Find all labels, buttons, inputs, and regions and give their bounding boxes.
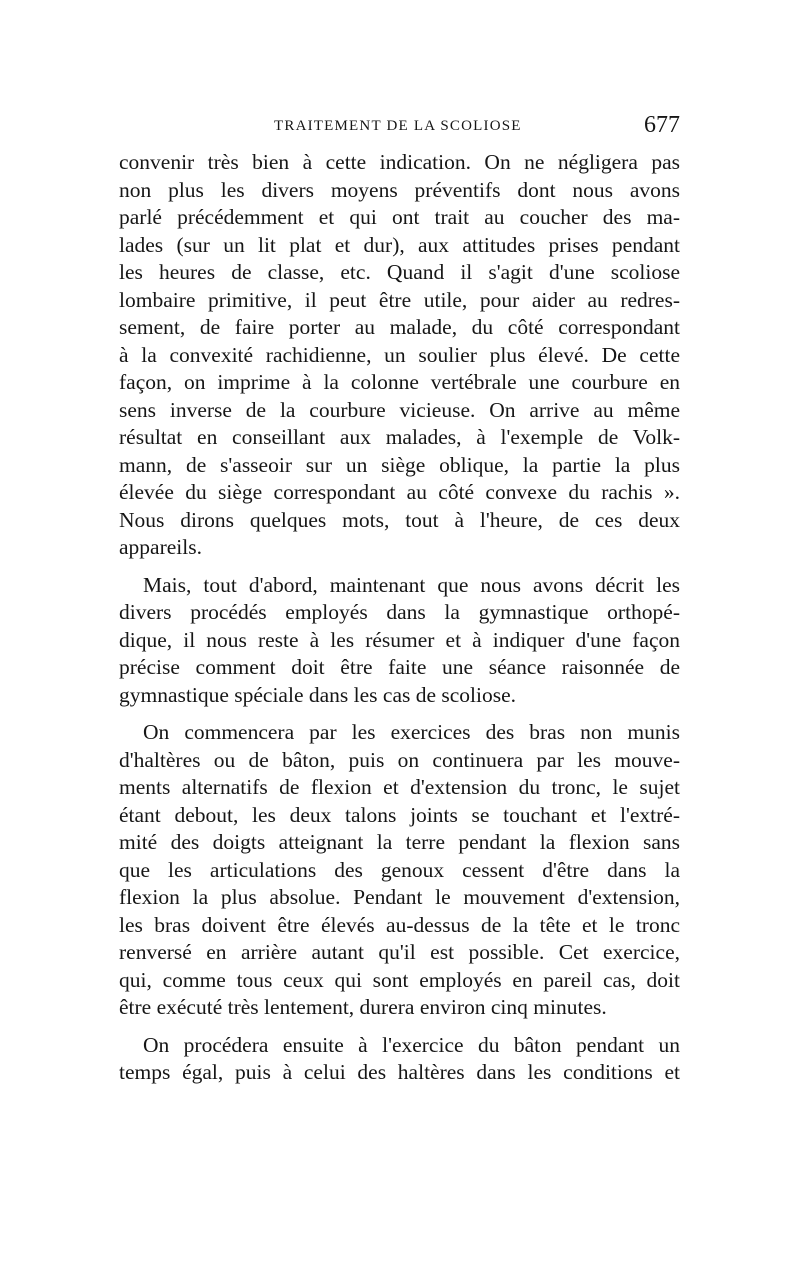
text-line: Nous dirons quelques mots, tout à l'heure, de ces deux (119, 507, 680, 532)
text-line: ments alternatifs de flexion et d'extension du tronc, le sujet (119, 775, 680, 799)
body-text (119, 149, 680, 1087)
text-line: les heures de classe, etc. Quand il s'agit d'une scoliose (119, 260, 680, 284)
text-line: élevée du siège correspondant au côté convexe du rachis ». (119, 480, 680, 504)
text-line: non plus les divers moyens préventifs dont nous avons (119, 177, 680, 202)
running-title: TRAITEMENT DE LA SCOLIOSE (274, 118, 522, 134)
text-line: appareils. (119, 535, 202, 559)
paragraph-4 (119, 1032, 680, 1087)
text-line: mann, de s'asseoir sur un siège oblique, la partie la plus (119, 452, 680, 477)
text-line: être exécuté très lentement, durera environ cinq minutes. (119, 995, 607, 1019)
paragraph-3 (119, 719, 680, 1022)
paragraph-1 (119, 149, 680, 562)
text-line: parlé précédemment et qui ont trait au coucher des ma- (119, 205, 680, 229)
text-line: divers procédés employés dans la gymnastique orthopé- (119, 600, 680, 624)
text-line: résultat en conseillant aux malades, à l'exemple de Volk- (119, 425, 680, 449)
text-line: sement, de faire porter au malade, du côté correspondant (119, 315, 680, 339)
paragraph-2 (119, 572, 680, 710)
text-line: convenir très bien à cette indication. On ne négligera pas (119, 150, 680, 174)
text-line: étant debout, les deux talons joints se touchant et l'extré- (119, 802, 680, 827)
text-line: On commencera par les exercices des bras non munis (143, 720, 680, 744)
text-line: gymnastique spéciale dans les cas de scoliose. (119, 682, 517, 707)
page-number: 677 (644, 112, 680, 138)
text-line: flexion la plus absolue. Pendant le mouvement d'extension, (119, 885, 680, 909)
text-line: Mais, tout d'abord, maintenant que nous avons décrit les (143, 572, 680, 597)
text-line: à la convexité rachidienne, un soulier plus élevé. De cette (119, 342, 680, 367)
text-line: mité des doigts atteignant la terre pendant la flexion sans (119, 830, 680, 854)
text-line: précise comment doit être faite une séance raisonnée de (119, 655, 680, 679)
text-line: d'haltères ou de bâton, puis on continuera par les mouve- (119, 747, 680, 772)
text-line: lades (sur un lit plat et dur), aux attitudes prises pendant (119, 232, 680, 257)
text-line: sens inverse de la courbure vicieuse. On arrive au même (119, 397, 680, 422)
text-line: renversé en arrière autant qu'il est possible. Cet exercice, (119, 940, 680, 964)
text-line: temps égal, puis à celui des haltères dans les conditions et (119, 1060, 680, 1084)
text-line: façon, on imprime à la colonne vertébrale une courbure en (119, 370, 680, 394)
text-line: dique, il nous reste à les résumer et à indiquer d'une façon (119, 627, 680, 652)
running-header (119, 112, 680, 142)
text-line: qui, comme tous ceux qui sont employés en pareil cas, doit (119, 967, 680, 992)
text-line: lombaire primitive, il peut être utile, pour aider au redres- (119, 287, 680, 312)
text-line: que les articulations des genoux cessent d'être dans la (119, 857, 680, 882)
text-line: les bras doivent être élevés au-dessus de la tête et le tronc (119, 912, 680, 937)
text-line: On procédera ensuite à l'exercice du bâton pendant un (143, 1032, 680, 1057)
